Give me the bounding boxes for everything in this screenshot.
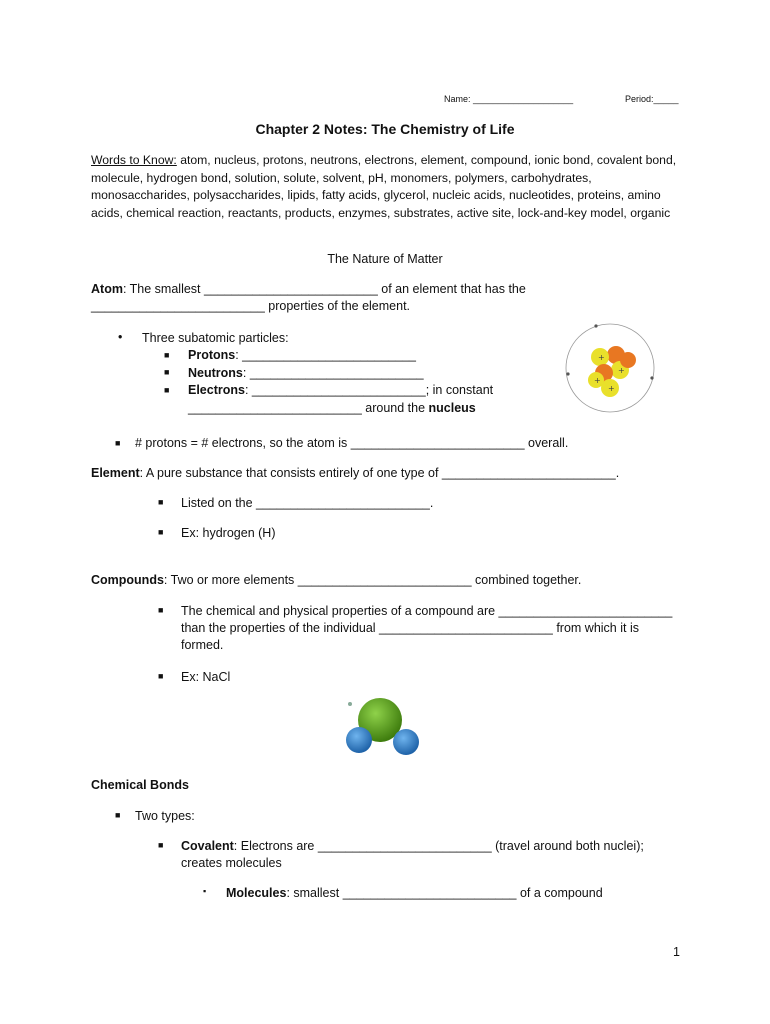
square-bullet: ■	[164, 385, 170, 395]
compound-example: Ex: NaCl	[181, 670, 231, 684]
covalent-line2: creates molecules	[181, 856, 282, 870]
period-blank: _____	[653, 94, 679, 104]
section-heading: The Nature of Matter	[327, 252, 443, 266]
electron	[594, 324, 597, 327]
svg-text:+: +	[598, 353, 605, 362]
square-bullet: ■	[115, 810, 121, 820]
compounds-term: Compounds	[91, 573, 164, 587]
molecules-line	[226, 886, 603, 900]
element-line: : A pure substance that consists entirely of one type of _________________________.	[139, 466, 620, 480]
electron	[566, 372, 569, 375]
around-blank: _________________________ around the	[188, 401, 429, 415]
square-bullet: ■	[164, 367, 170, 377]
square-bullet: ■	[158, 527, 164, 537]
neutrons-blank: : _________________________	[242, 366, 424, 380]
square-bullet: ■	[158, 605, 164, 615]
square-bullet: ■	[164, 350, 170, 360]
electrons-blank: : _________________________; in constant	[244, 383, 494, 397]
bonds-heading: Chemical Bonds	[91, 778, 189, 792]
atom-definition-line2: _________________________ properties of the element.	[91, 299, 411, 313]
period-field	[625, 94, 679, 104]
neutrons-term: Neutrons	[188, 366, 243, 380]
atom-term: Atom	[91, 282, 123, 296]
molecules-term: Molecules	[226, 886, 287, 900]
page-title: Chapter 2 Notes: The Chemistry of Life	[255, 121, 515, 137]
molecules-text: : smallest _________________________ of a compound	[286, 886, 603, 900]
covalent-term: Covalent	[181, 839, 234, 853]
square-bullet: ■	[158, 671, 164, 681]
element-listed: Listed on the _________________________.	[181, 496, 434, 510]
protons-term: Protons	[188, 348, 236, 362]
covalent-text: : Electrons are _________________________ (travel around both nuclei);	[233, 839, 644, 853]
name-field	[444, 94, 573, 104]
period-label: Period:	[625, 94, 654, 104]
square-bullet: ■	[158, 840, 164, 850]
name-blank: ____________________	[473, 94, 574, 104]
page-number: 1	[673, 945, 680, 959]
around-nucleus-line	[188, 401, 476, 415]
square-bullet: ■	[158, 497, 164, 507]
compound-props-line1: The chemical and physical properties of a compound are _________________________	[181, 604, 673, 618]
square-bullet: ■	[115, 438, 121, 448]
compound-props-line2: than the properties of the individual _________________________ from which it is	[181, 621, 639, 635]
compounds-line: : Two or more elements _________________________ combined together.	[163, 573, 582, 587]
element-example: Ex: hydrogen (H)	[181, 526, 276, 540]
svg-text:+: +	[594, 376, 601, 385]
electron	[650, 376, 653, 379]
words-to-know-list: atom, nucleus, protons, neutrons, electrons, element, compound, ionic bond, covalent bond, molecule, hydrogen bond, solution, solute, solvent, pH, monomers, polymers, carbohydrates, monosaccharides, polysaccharides, lipids, fatty acids, glycerol, nucleic acids, nucleotides, proteins, amino acids, chemical reaction, reactants, products, enzymes, substrates, active site, lock-and-key model, organic	[91, 153, 677, 220]
protons-blank: : _________________________	[235, 348, 416, 362]
charge-line: # protons = # electrons, so the atom is _________________________ overall.	[135, 436, 569, 450]
element-definition	[91, 466, 619, 480]
small-bullet: ▪	[203, 886, 207, 896]
water-molecule-diagram	[340, 696, 432, 764]
neutrons-line	[188, 366, 424, 380]
svg-text:+: +	[618, 366, 625, 375]
element-term: Element	[91, 466, 140, 480]
electrons-term: Electrons	[188, 383, 245, 397]
atom-diagram	[562, 320, 658, 416]
covalent-line1	[181, 839, 644, 853]
words-to-know	[91, 152, 681, 222]
hydrogen-atom	[393, 729, 419, 755]
electrons-line	[188, 383, 493, 397]
atom-line1-text: : The smallest _________________________ of an element that has the	[122, 282, 526, 296]
svg-text:+: +	[608, 384, 615, 393]
two-types: Two types:	[135, 809, 195, 823]
nucleus-term: nucleus	[428, 401, 476, 415]
atom-definition-line1	[91, 282, 526, 296]
subatomic-label: Three subatomic particles:	[142, 331, 289, 345]
compound-props-line3: formed.	[181, 638, 224, 652]
compounds-definition	[91, 573, 581, 587]
bullet-dot: •	[118, 330, 123, 344]
hydrogen-atom	[346, 727, 372, 753]
name-label: Name:	[444, 94, 471, 104]
protons-line	[188, 348, 416, 362]
minus-marker-dot	[348, 702, 352, 706]
words-to-know-label: Words to Know:	[91, 153, 177, 167]
